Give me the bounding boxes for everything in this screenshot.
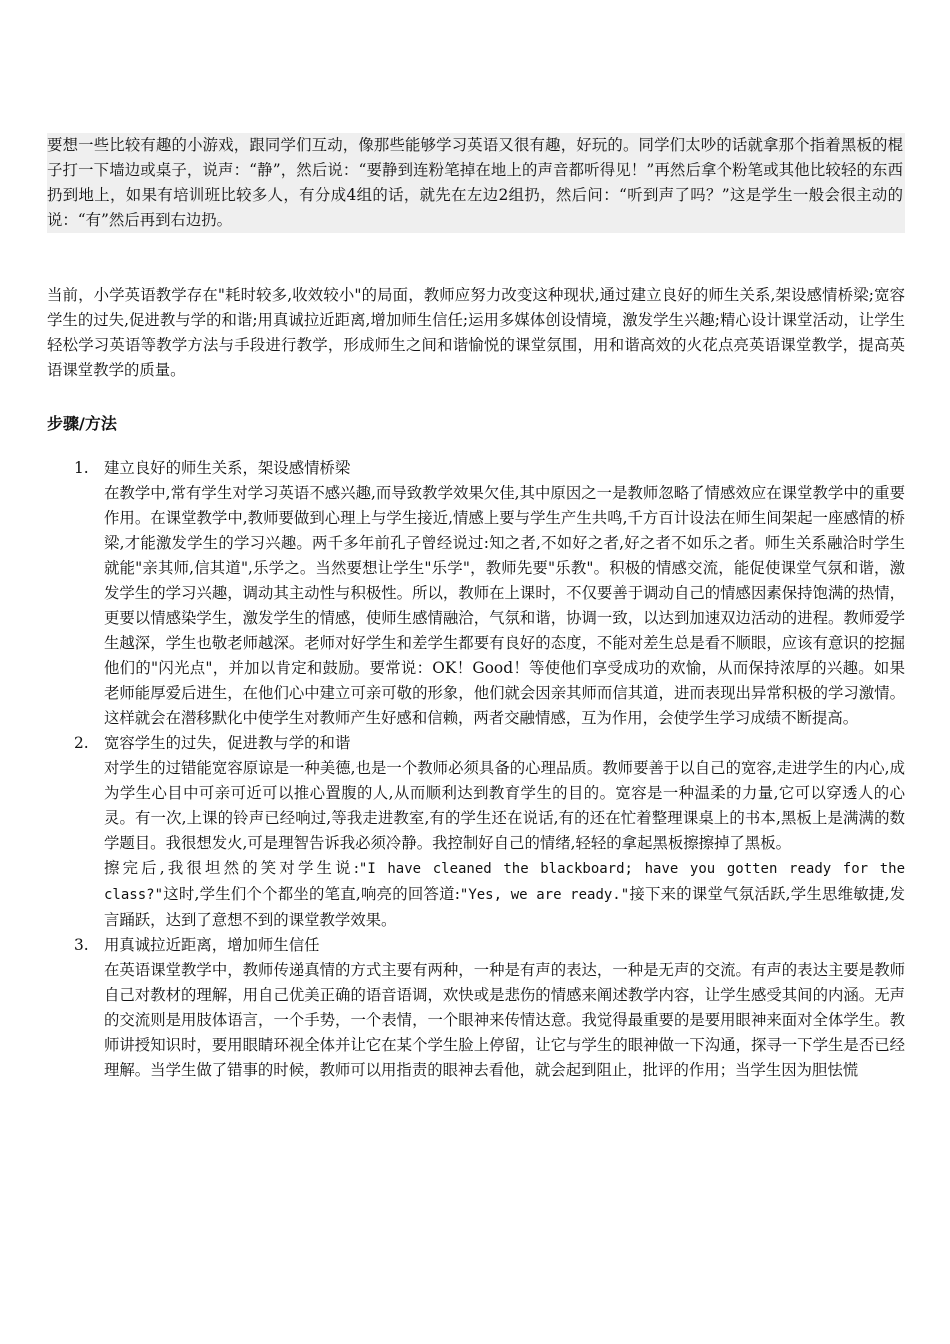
step-body-continued	[104, 856, 905, 933]
step-body: 在英语课堂教学中，教师传递真情的方式主要有两种，一种是有声的表达，一种是无声的交流。有声的表达主要是教师自己对教材的理解，用自己优美正确的语音语调，欢快或是悲伤的情感来阐述教学内容，让学生感受其间的内涵。无声的交流则是用肢体语言，一个手势，一个表情，一个眼神来传情达意。我觉得最重要的是要用眼神来面对全体学生。教师讲授知识时，要用眼睛环视全体并让它在某个学生脸上停留，让它与学生的眼神做一下沟通，探寻一下学生是否已经理解。当学生做了错事的时候，教师可以用指责的眼神去看他，就会起到阻止，批评的作用；当学生因为胆怯慌	[104, 961, 905, 1079]
steps-list	[47, 456, 905, 1083]
step-title: 建立良好的师生关系，架设感情桥梁	[104, 459, 351, 477]
steps-heading: 步骤/方法	[47, 414, 117, 433]
list-item	[47, 731, 905, 933]
document-page	[47, 133, 905, 1083]
english-quote: "Yes, we are ready."	[459, 887, 630, 903]
intro-paragraph: 要想一些比较有趣的小游戏，跟同学们互动，像那些能够学习英语又很有趣，好玩的。同学们太吵的话就拿那个指着黑板的棍子打一下墙边或桌子，说声：“静”，然后说：“要静到连粉笔掉在地上的声音都听得见！”再然后拿个粉笔或其他比较轻的东西扔到地上，如果有培训班比较多人，有分成4组的话，就先在左边2组扔，然后问：“听到声了吗？”这是学生一般会很主动的说：“有”然后再到右边扔。	[47, 133, 905, 233]
body-text: 接下来的课堂气氛活跃,学生思维敏捷,发言踊跃，达到了意想不到的课堂教学效果。	[104, 885, 905, 929]
step-number: 3.	[74, 936, 89, 954]
list-item	[47, 933, 905, 1083]
english-quote: "I have cleaned the blackboard; have you gotten ready for the class?"	[104, 861, 905, 903]
step-body: 对学生的过错能宽容原谅是一种美德,也是一个教师必须具备的心理品质。教师要善于以自己的宽容,走进学生的内心,成为学生心目中可亲可近可以推心置腹的人,从而顺利达到教育学生的目的。宽容是一种温柔的力量,它可以穿透人的心灵。有一次,上课的铃声已经响过,等我走进教室,有的学生还在说话,有的还在忙着整理课桌上的书本,黑板上是满满的数学题目。我很想发火,可是理智告诉我必须冷静。我控制好自己的情绪,轻轻的拿起黑板擦擦掉了黑板。	[104, 759, 905, 852]
lead-paragraph: 当前，小学英语教学存在"耗时较多,收效较小"的局面，教师应努力改变这种现状,通过建立良好的师生关系,架设感情桥梁;宽容学生的过失,促进教与学的和谐;用真诚拉近距离,增加师生信任;运用多媒体创设情境，激发学生兴趣;精心设计课堂活动，让学生轻松学习英语等教学方法与手段进行教学，形成师生之间和谐愉悦的课堂氛围，用和谐高效的火花点亮英语课堂教学，提高英语课堂教学的质量。	[47, 286, 905, 379]
step-title: 宽容学生的过失，促进教与学的和谐	[104, 734, 351, 752]
step-title: 用真诚拉近距离，增加师生信任	[104, 936, 320, 954]
body-text: 这时,学生们个个都坐的笔直,响亮的回答道:	[163, 885, 460, 903]
list-item	[47, 456, 905, 731]
step-number: 2.	[74, 734, 89, 752]
step-body: 在教学中,常有学生对学习英语不感兴趣,而导致教学效果欠佳,其中原因之一是教师忽略了情感效应在课堂教学中的重要作用。在课堂教学中,教师要做到心理上与学生接近,情感上要与学生产生共鸣,千方百计设法在师生间架起一座感情的桥梁,才能激发学生的学习兴趣。两千多年前孔子曾经说过:知之者,不如好之者,好之者不如乐之者。师生关系融洽时学生就能"亲其师,信其道",乐学之。当然要想让学生"乐学"，教师先要"乐教"。积极的情感交流，能促使课堂气氛和谐，激发学生的学习兴趣，调动其主动性与积极性。所以，教师在上课时，不仅要善于调动自己的情感因素保持饱满的热情，更要以情感染学生，激发学生的情感，使师生感情融洽，气氛和谐，协调一致，以达到加速双边活动的进程。教师爱学生越深，学生也敬老师越深。老师对好学生和差学生都要有良好的态度，不能对差生总是看不顺眼，应该有意识的挖掘他们的"闪光点"，并加以肯定和鼓励。要常说：OK！Good！等使他们享受成功的欢愉，从而保持浓厚的兴趣。如果老师能厚爱后进生，在他们心中建立可亲可敬的形象，他们就会因亲其师而信其道，进而表现出异常积极的学习激情。这样就会在潜移默化中使学生对教师产生好感和信赖，两者交融情感，互为作用，会使学生学习成绩不断提高。	[104, 484, 905, 727]
step-number: 1.	[74, 459, 89, 477]
body-text: 擦完后,我很坦然的笑对学生说:	[104, 859, 359, 877]
